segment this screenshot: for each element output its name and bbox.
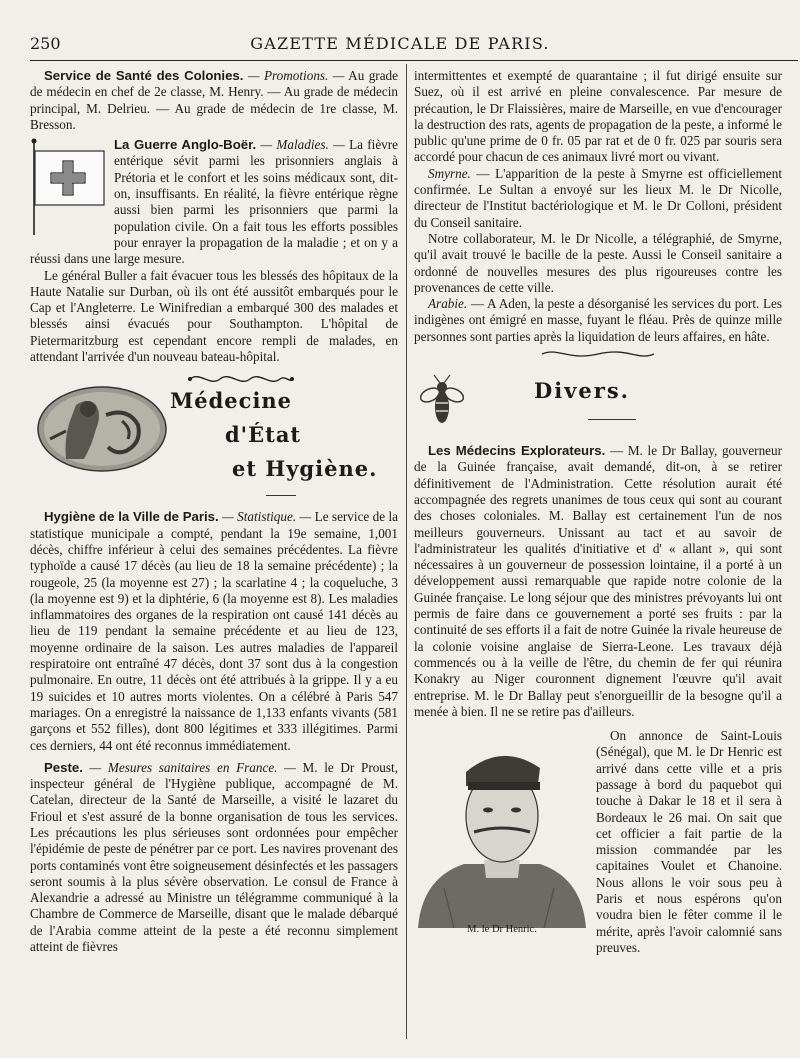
column-divider <box>406 64 407 1039</box>
article-body: intermittentes et exempté de quarantaine ; il fut dirigé ensuite sur Suez, où il est arrivé en pleine convalescence. Par mesure de précaution, le Dr Flaissières, maire de Marseille, en vue d'encourager la destruction des rats, agents de propagation de la peste, a informé le public qu'une prime de 0 fr. 05 par rat et de 0 fr. 025 par souris sera accordé pour chacun de ces animaux livré mort ou vivant. <box>414 68 782 165</box>
place-label: Arabie. <box>428 296 468 312</box>
portrait-engraving <box>414 728 590 928</box>
article-body: La fièvre entérique sévit parmi les prisonniers anglais à Prétoria et le confort et les soins médicaux sont, dit-on, insuffisants. En réalité, la fièvre entérique règne aussi bien parmi les prisonniers que parmi la population civile. On a fait tous les efforts possibles pour enrayer la propagation de la maladie ; et on y a réussi dans une large mesure. <box>30 137 399 267</box>
section-title-line-3: et Hygiène. <box>232 456 378 482</box>
left-column <box>30 68 398 955</box>
running-header <box>30 34 770 60</box>
article-body: — L'apparition de la peste à Smyrne est officiellement confirmée. Le Sultan a envoyé sur les lieux M. le Dr Nicolle, directeur de l'Institut bactériologique et M. le Dr Colloni, président du Conseil sanitaire. <box>414 165 782 230</box>
article-body: — M. le Dr Ballay, gouverneur de la Guinée française, avait demandé, dit-on, à se retirer définitivement de l'Administration. Cette résolution aurait été accompagnée des regrets unanimes de tous ceux qui sont au courant des choses coloniales. M. Ballay est certainement l'un de nos meilleurs gouverneurs. Unissant au tact et au savoir de l'administrateur les qualités d'initiative et d' « allant », qui sont nécessaires à un gouverneur de possession lointaine, il a porté à un développement aussi remarquable que rapide notre colonie de la Guinée française. Le long séjour que des ministres prévoyants lui ont permis de faire dans ce gouvernement a porté ses fruits : par la continuité de ses efforts il a fait de notre Guinée la rivale heureuse de la colonie voisine anglaise de Sierra-Leone. Les travaux déjà commencés ou à la veille de l'être, du chemin de fer qui réunira Konakry au Niger couronnent dignement l'œuvre qu'il avait entreprise. M. le Dr Ballay peut s'enorgueillir de la besogne qu'il a menée à bien. Il ne se retire pas d'ailleurs. <box>414 443 783 719</box>
ornament-icon <box>414 347 782 363</box>
article-medecins-explorateurs <box>414 443 782 720</box>
section-title: Divers. <box>534 378 630 404</box>
article-subtitle: — Maladies. — <box>256 137 345 153</box>
right-column <box>414 68 782 956</box>
article-title: Peste. <box>44 759 83 775</box>
article-peste <box>30 760 398 956</box>
divider <box>266 495 296 496</box>
red-cross-flag-icon <box>30 137 108 237</box>
article-subtitle: — Mesures sanitaires en France. — <box>82 759 296 775</box>
section-title-line-1: Médecine <box>170 388 293 414</box>
section-heading-medecine <box>30 371 398 501</box>
article-arabie <box>414 296 782 345</box>
portrait-caption: M. le Dr Henric. <box>467 923 537 935</box>
journal-title: GAZETTE MÉDICALE DE PARIS. <box>250 34 550 53</box>
article-title: Service de Santé des Colonies. <box>44 68 244 83</box>
article-body: Le général Buller a fait évacuer tous les blessés des hôpitaux de la Haute Natalie sur Durban, où ils ont été aussitôt embarqués pour le Cap et l'Angleterre. Le Winifredian a embarqué 300 des malades et blessés ainsi évacués pour Southampton. L'hôpital de Pietermaritzburg est cependant encore rempli de malades, en attendant l'arrivée d'un nouveau bateau-hôpital. <box>30 267 398 365</box>
portrait-henric <box>414 728 590 948</box>
article-henric: On annonce de Saint-Louis (Sénégal), que M. le Dr Henric est arrivé dans cette ville et a pris passage à bord du paquebot qui touche à Dakar le 18 et il sera à Bordeaux le 26 mai. On sait que cet officier a fait partie de la mission commandée par les capitaines Voulet et Chanoine. Nous allons le voir sous peu à Paris et nous espérons qu'on voudra bien le fêter comme il le mérite, après l'avoir calomnié sans preuves. <box>596 728 782 955</box>
article-body: Au grade de médecin en chef de 2e classe, M. Henry. — Au grade de médecin principal, M. Delrieu. — Au grade de médecin de 1re classe, M. Bresson. <box>30 68 398 132</box>
article-smyrne <box>414 166 782 231</box>
section-title-line-2: d'État <box>225 422 302 448</box>
article-title: Les Médecins Explorateurs. <box>428 443 606 459</box>
divider <box>588 419 636 420</box>
article-title: Hygiène de la Ville de Paris. <box>44 509 219 525</box>
article-body: — A Aden, la peste a désorganisé les services du port. Les indigènes ont émigré en masse, fuyant le fléau. Près de quinze mille personnes sont parties après la liquidation de leurs affaires, en hâte. <box>414 296 782 344</box>
header-rule <box>30 60 798 61</box>
article-subtitle: — Statistique. — <box>218 509 312 525</box>
bee-icon <box>420 373 464 429</box>
place-label: Smyrne. <box>428 165 471 181</box>
article-subtitle: — Promotions. — <box>243 68 345 83</box>
article-colonies <box>30 68 398 133</box>
allegory-vignette <box>36 385 168 473</box>
article-body: M. le Dr Proust, inspecteur général de l'Hygiène publique, accompagné de M. Catelan, directeur de la Santé de Marseille, a visité le lazaret du Frioul et s'est assuré de la bonne organisation de tous les services. Les précautions les plus sérieuses sont ordonnées pour empêcher l'épidémie de peste de pénétrer par ce port. Les navires provenant des ports contaminés vont être soigneusement désinfectés et les passagers seront soumis à la plus sévère observation. Le consul de France à Alexandrie a adressé au Ministre un télégramme communiqué à la Chambre de Commerce de Marseille, disant que le malade débarqué de l'Arabia comme atteint de la peste a été reconnu simplement atteint de fièvres <box>30 759 398 955</box>
article-title: La Guerre Anglo-Boër. <box>114 137 257 153</box>
article-hygiene-paris <box>30 509 398 753</box>
page-number: 250 <box>30 34 61 53</box>
article-body: Le service de la statistique municipale a compté, pendant la 19e semaine, 1,001 décès, chiffre inférieur à celui des semaines précédentes. La fièvre typhoïde a causé 17 décès (au lieu de 18 la semaine précédente) ; la rougeole, 25 (la moyenne est 27) ; la scarlatine 4 ; la coqueluche, 3 (la moyenne est 9) et la diphtérie, 6 (la moyenne est 8). Les maladies inflammatoires des organes de la respiration ont causé 141 décès au lieu de 119 pendant la semaine précédente et au lieu de 123, moyenne ordinaire de la saison. Les autres maladies de l'appareil respiratoire ont entraîné 47 décès, dont 37 sont dus à la congestion pulmonaire. En outre, 11 décès ont été attribués à la grippe. Il y a eu 19 suicides et 10 autres morts violentes. On a célébré à Paris 547 mariages. On a enregistré la naissance de 1,133 enfants vivants (581 garçons et 552 filles), dont 800 légitimes et 333 illégitimes. Parmi ces derniers, 44 ont été reconnus immédiatement. <box>30 509 399 753</box>
ornament-icon <box>180 371 300 387</box>
section-heading-divers <box>414 373 782 437</box>
article-body: Notre collaborateur, M. le Dr Nicolle, a télégraphié, de Smyrne, qu'il avait trouvé le bacille de la peste. Aussi le Conseil sanitaire a ordonné de nouvelles mesures des plus rigoureuses contre les provenances de cette ville. <box>414 230 782 295</box>
